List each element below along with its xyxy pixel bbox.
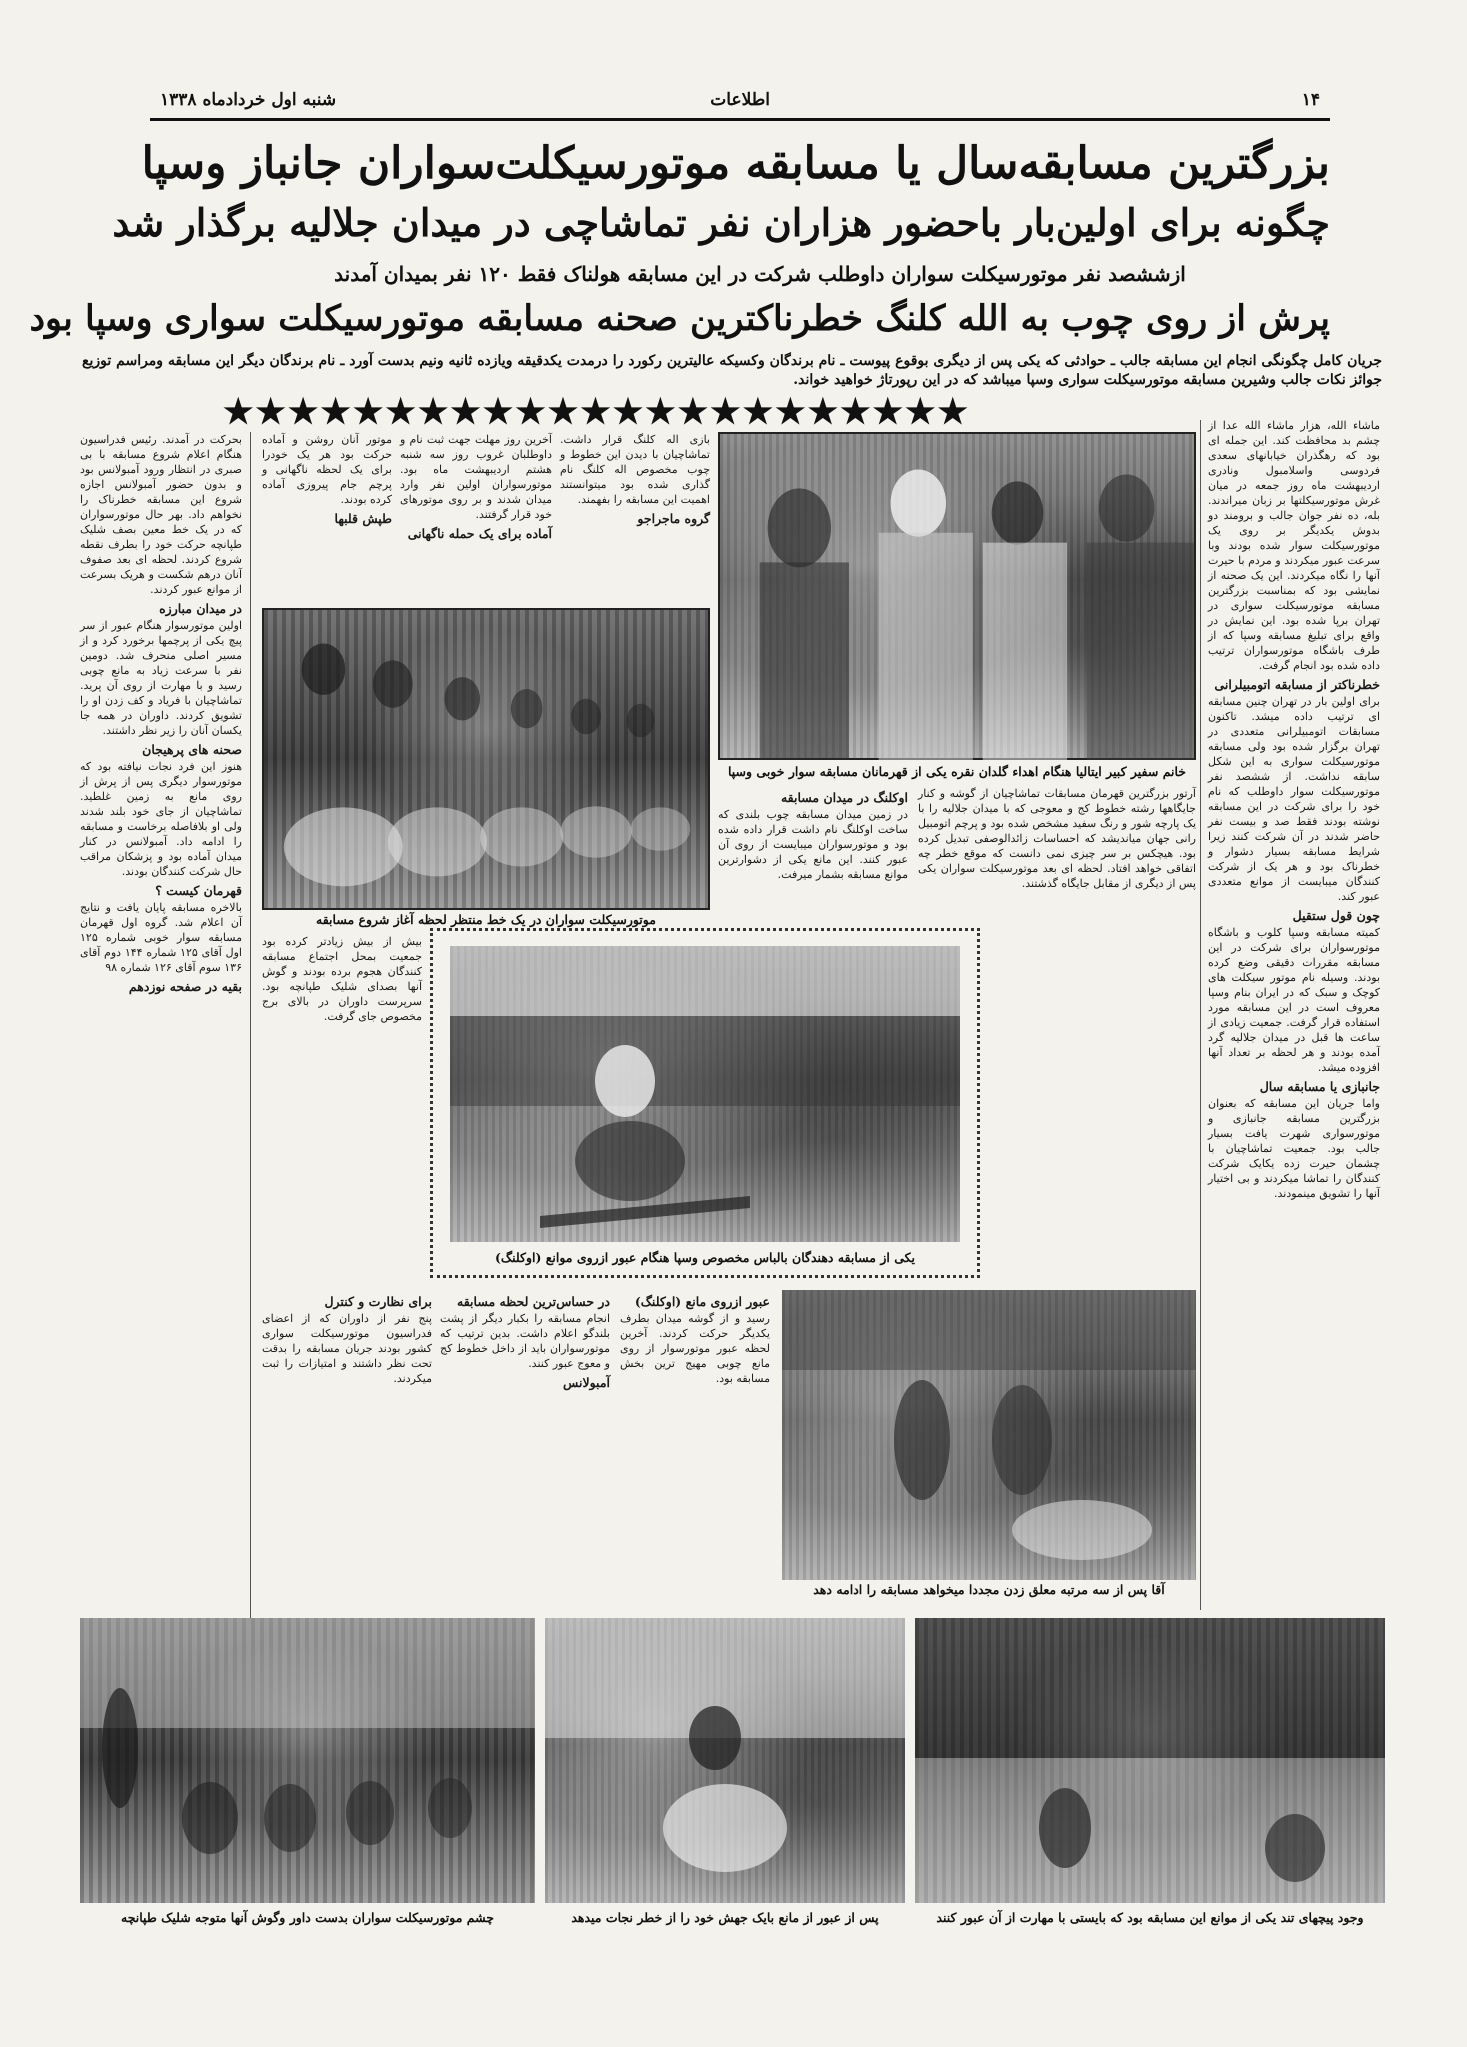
photo-caption: موتورسیکلت سواران در یک خط منتظر لحظه آغاز شروع مسابقه: [316, 912, 656, 927]
subheading: برای نظارت و کنترل: [324, 1294, 432, 1309]
subheading: گروه ماجراجو: [637, 511, 710, 526]
article-text: هنوز این فرد نجات نیافته بود که موتورسوار دیگری پس از پرش از روی مانع به زمین غلطید. تماشاچیان از جای خود بلند شدند ولی او بلافاصله برخاست و مسابقه را ادامه داد. آمبولانس در کنار میدان آماده بود و پزشکان مراقب حال شرکت کنندگان بودند.: [80, 760, 242, 878]
star-divider: ★★★★★★★★★★★★★★★★★★★★★★★: [222, 392, 970, 432]
subheading: عبور ازروی مانع (اوکلنگ): [634, 1294, 770, 1309]
subheading: قهرمان کیست ؟: [155, 883, 242, 898]
column-mid-lower-c: [262, 1290, 432, 1590]
article-text: بیش از بیش زیادتر کرده بود جمعیت بمحل اجتماع مسابقه کنندگان هجوم برده بودند و گوش آنها بصدای شلیک طپانچه بود. سرپرست داوران در بالای برج مخصوص جای گرفت.: [262, 935, 422, 1023]
photo-sharp-turn: [915, 1618, 1385, 1903]
photo-obstacle-leap: [545, 1618, 905, 1903]
second-headline: چگونه برای اولین‌بار باحضور هزاران نفر تماشاچی در میدان جلالیه برگذار شد: [112, 200, 1330, 245]
header-rule: [150, 118, 1330, 121]
jump-figures: [450, 946, 960, 1242]
article-text: برای اولین بار در تهران چنین مسابقه ای ترتیب داده میشد. تاکنون مسابقات اتومبیلرانی متعددی در تهران برگزار شده بود ولی مسابقه موتورسیکلت سواری به این شکل سابقه نداشت. از ششصد نفر موتورسیکلت سوار داوطلب که نام خود را برای شرکت در این مسابقه نوشته بودند فقط صد و بیست نفر حاضر شدند در آن شرکت کنند زیرا شرایط مسابقه بسیار دشوار و خطرناک بود و هر یک از شرکت کنندگان میبایست از موانع متعددی عبور کند.: [1208, 695, 1380, 903]
article-text: موتور آنان روشن و آماده حرکت بود هر یک خودرا برای یک لحظه ناگهانی و پرچم جام پیروزی آماده کرده بودند.: [262, 433, 392, 506]
column-divider: [250, 432, 251, 1757]
main-headline: بزرگترین مسابقه‌سال یا مسابقه موتورسیکلت‌سواران جانباز وسپا: [141, 138, 1330, 189]
lineup-figures: [264, 610, 708, 908]
column-left: [80, 432, 242, 1762]
page-number: ۱۴: [1301, 90, 1320, 110]
subheading: در حساس‌ترین لحظه مسابقه: [457, 1294, 610, 1309]
continued-note: بقیه در صفحه نوزدهم: [128, 979, 242, 994]
subheading: اوکلنگ در میدان مسابقه: [780, 790, 908, 805]
newspaper-name: اطلاعات: [710, 90, 770, 110]
turn-figures: [915, 1618, 1385, 1903]
article-text: اولین موتورسوار هنگام عبور از سر پیچ یکی از پرچمها برخورد کرد و از مسیر اصلی منحرف شد. دومین نفر با سرعت زیاد به مانع چوبی رسید و با مهارت از روی آن پرید. تماشاچیان با فریاد و کف زدن او را تشویق کردند. داوران در همه جا یکسان آنان را زیر نظر داشتند.: [80, 619, 242, 737]
article-text: پنج نفر از داوران که از اعضای فدراسیون موتورسیکلت سواری کشور بودند جریان مسابقه را بدقت تحت نظر داشتند و امتیازات را ثبت میکردند.: [262, 1312, 432, 1385]
article-text: بالاخره مسابقه پایان یافت و نتایج آن اعلام شد. گروه اول قهرمان مسابقه سوار خوبی شماره ۱۲۵ اول آقای ۱۲۵ شماره ۱۴۴ دوم آقای ۱۳۶ سوم آقای ۱۲۶ شماره ۹۸: [80, 901, 242, 974]
start-figures: [80, 1618, 535, 1903]
photo-caption: آقا پس از سه مرتبه معلق زدن مجددا میخواهد مسابقه را ادامه دهد: [813, 1582, 1165, 1597]
subheading: آماده برای یک حمله ناگهانی: [407, 526, 552, 541]
subheading: طپش قلبها: [334, 511, 392, 526]
subheading: در میدان مبارزه: [159, 601, 242, 616]
column-mid-upper-c: [262, 432, 392, 602]
article-text: در زمین میدان مسابقه چوب بلندی که ساخت اوکلنگ نام داشت قرار داده شده بود و موتورسواران میبایست از روی آن عبور کنند. این مانع یکی از دشوارترین موانع مسابقه بشمار میرفت.: [718, 808, 908, 881]
photo-caption: پس از عبور از مانع بایک جهش خود را از خطر نجات میدهد: [571, 1910, 879, 1925]
column-mid-small: [262, 934, 422, 1164]
column-mid-upper-b: [400, 432, 552, 602]
subheading: آمبولانس: [563, 1375, 610, 1390]
column-right: [1208, 418, 1380, 1613]
photo-caption: یکی از مسابقه دهندگان بالباس مخصوص وسپا هنگام عبور ازروی موانع (اوکلنگ): [494, 1250, 916, 1265]
fall-figures: [782, 1290, 1196, 1580]
article-text: بحرکت در آمدند. رئیس فدراسیون هنگام اعلام شروع مسابقه با بی صبری در انتظار ورود آمبولانس بود و بدون حضور آمبولانس اجازه شروع این مسابقه خطرناک را نخواهم داد. بهر حال موتورسواران که در یک خط معین بصف شلیک طپانچه حرکت خود را بطرف نقطه شروع کردند. لحظه ای بعد صفوف آنان درهم شکست و هریک بسرعت از موانع عبور کردند.: [80, 433, 242, 596]
photo-caption: وجود پیچهای تند یکی از موانع این مسابقه بود که بایستی با مهارت از آن عبور کنند: [936, 1910, 1364, 1925]
article-text: واما جریان این مسابقه که بعنوان بزرگترین مسابقه جانبازی و موتورسواری شهرت یافت بسیار جالب بود. جمعیت تماشاچیان با چشمان حیرت زده یکایک شرکت کنندگان را تماشا میکردند و بی اختیار آنها را تشویق مینمودند.: [1208, 1097, 1380, 1200]
subheading: جانبازی یا مسابقه سال: [1259, 1079, 1380, 1094]
ceremony-figures: [720, 434, 1194, 758]
article-text: رسید و از گوشه میدان بطرف یکدیگر حرکت کردند. آخرین لحظه عبور موتورسوار از روی مانع چوبی مهیج ترین بخش مسابقه بود.: [620, 1312, 770, 1385]
subheading: خطرناکتر از مسابقه اتومبیلرانی: [1214, 677, 1380, 692]
column-mid-upper-a: [560, 432, 710, 602]
leap-figures: [545, 1618, 905, 1903]
page-header: [150, 86, 1330, 116]
photo-caption: چشم موتورسیکلت سواران بدست داور وگوش آنها متوجه شلیک طپانچه: [121, 1910, 494, 1925]
article-text: ماشاء الله، هزار ماشاء الله عدا از چشم بد محافظت کند. این جمله ای بود که رهگذران خیابانهای سعدی فردوسی واسلامبول ونادری اردیبهشت ماه روز جمعه در میان غرش موتورسیکلتها بر زبان میراندند. بله، ده نفر جوان جالب و برومند دو بدوش یکدیگر بر روی یک موتورسیکلت سوار شده بودند وبا سرعت عبور میکردند و مردم با حیرت آنها را نگاه میکردند. این یک صحنه از نمایشی بود که بمناسبت بزرگترین مسابقه موتورسیکلت سواری در تهران برپا شده بود. این نمایش در واقع برای تبلیغ مسابقه وسپا که از طرف باشگاه موتورسواران ترتیب داده شده بود انجام گرفت.: [1208, 419, 1380, 672]
article-text: آرتور بزرگترین قهرمان مسابقات تماشاچیان از گوشه و کنار جایگاهها رشته خطوط کج و معوجی که با میدان جلالیه را با یک پارچه شور و رنگ سفید مشخص شده بود و پرچم اتومبیل رانی جهان میاندیشد که احساسات زائدالوصفی تبدیل کرده بود. هیچکس بر سر چیزی نمی دانست که موقع خطر چه اتفاقی خواهد افتاد. لحظه ای بعد موتورسیکلت سواران یکی پس از دیگری از مقابل جایگاه گذشتند.: [918, 787, 1196, 890]
lead-paragraph: جریان کامل چگونگی انجام این مسابقه جالب ـ حوادثی که یکی پس از دیگری بوقوع پیوست ـ نام برندگان وکسیکه عالیترین رکورد را درمدت یکدقیقه ویازده ثانیه ونیم بدست آورد ـ نام برندگان دیگر این مسابقه ومراسم توزیع جوائز نکات جالب وشیرین مسابقه موتورسیکلت سواری وسپا میباشد که در این رپورتاژ خواهید خواند.: [82, 353, 1382, 388]
photo-caption: خانم سفیر کبیر ایتالیا هنگام اهداء گلدان نقره یکی از قهرمانان مسابقه سوار خوبی وسپا: [727, 764, 1187, 779]
article-text: آخرین روز مهلت جهت ثبت نام و داوطلبان غروب روز سه شنبه هشتم اردیبهشت ماه بود. موتورسواران اولین نفر وارد میدان شدند و بر روی موتورهای خود قرار گرفتند.: [400, 433, 552, 521]
third-headline: ازششصد نفر موتورسیکلت سواران داوطلب شرکت در این مسابقه هولناک فقط ۱۲۰ نفر بمیدان آمدند: [334, 262, 1186, 286]
issue-date: شنبه اول خردادماه ۱۳۳۸: [160, 90, 337, 110]
article-text: بازی اله کلنگ قرار داشت. تماشاچیان با دیدن این خطوط و چوب مخصوص اله کلنگ نام گذاری شده بود میتوانستند اهمیت این مسابقه را بفهمند.: [560, 433, 710, 506]
photo-start-line: [80, 1618, 535, 1903]
subheading: صحنه های پرهیجان: [142, 742, 242, 757]
subheading: چون قول ستقیل: [1292, 908, 1380, 923]
photo-ceremony: [718, 432, 1196, 760]
column-mid-lower-b: [440, 1290, 610, 1590]
article-text: انجام مسابقه را بکبار دیگر از پشت بلندگو اعلام داشت. بدین ترتیب که موتورسواران باید از داخل خطوط کج و معوج عبور کنند.: [440, 1312, 610, 1370]
photo-fall: [782, 1290, 1196, 1580]
photo-jump-obstacle: [450, 946, 960, 1242]
photo-riders-lineup: [262, 608, 710, 910]
column-mid-lower-a: [620, 1290, 770, 1590]
fourth-headline: پرش از روی چوب به الله کلنگ خطرناکترین صحنه مسابقه موتورسیکلت سواری وسپا بود: [29, 298, 1330, 339]
article-text: کمیته مسابقه وسپا کلوب و باشگاه موتورسواران برای شرکت در این مسابقه مقررات دقیقی وضع کرده بودند. وسیله نام موتور سیکلت های کوچک و سبک که در ایران بنام وسپا معروف است در این مسابقه مورد استفاده قرار گرفت. جمعیت زیادی از ساعت ها قبل در میدان جلالیه گرد آمده بودند و هر لحظه بر تعداد آنها افزوده میشد.: [1208, 926, 1380, 1074]
column-divider: [1200, 420, 1201, 1610]
